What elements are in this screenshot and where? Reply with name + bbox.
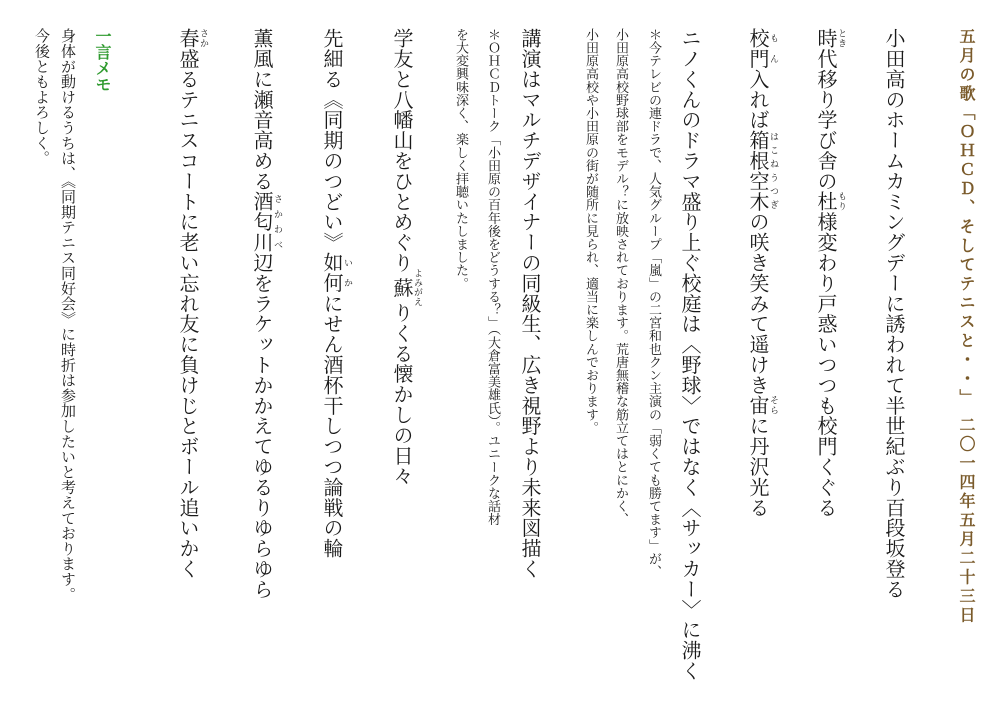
page-title: 五月の歌「ＯＨＣＤ、そしてテニスと・・」 二〇一四年五月二十三日 (957, 28, 976, 626)
ruby-word: 時とき (814, 28, 846, 49)
ruby-word: 箱根空木はこねうつぎ (746, 130, 778, 212)
ruby-word: 杜もり (814, 191, 846, 212)
ruby-word: 宙そら (746, 395, 778, 416)
furigana: はこねうつぎ (768, 130, 778, 212)
poem-line: 春さか盛るテニスコートに老い忘れ友に負けじとボール追いかく (176, 28, 208, 579)
ruby-word: 如何いか (320, 252, 352, 294)
furigana: もり (836, 191, 846, 212)
ruby-word: 酒匂川さかわべ (250, 191, 282, 253)
ruby-word: 校門もん (746, 28, 778, 69)
ruby-word: 蘇よみがえ (390, 268, 422, 307)
furigana: そら (768, 395, 778, 416)
poem-line: 先細る《同期のつどい》如何いかにせん酒杯干しつつ論戦の輪 (320, 28, 352, 559)
ruby-word: 春さか (176, 28, 208, 49)
furigana: さかわべ (272, 191, 282, 253)
furigana: よみがえ (412, 268, 422, 307)
poem-line: ニノくんのドラマ盛り上ぐ校庭は〈野球〉ではなく〈サッカー〉に沸く (678, 28, 702, 681)
furigana: いか (342, 252, 352, 294)
note-line: 小田原高校や小田原の街が随所に見られ、適当に楽しんでおります。 (583, 28, 598, 435)
poem-line: 学友と八幡山をひとめぐり蘇よみがえりくる懐かしの日々 (390, 28, 422, 487)
poem-line: 小田高のホームカミングデーに誘われて半世紀ぶり百段坂登る (882, 28, 906, 600)
note-line: 小田原高校野球部をモデル？に放映されております。荒唐無稽な筋立てはとにかく、 (613, 28, 628, 526)
poem-line: 校門もん入れば箱根空木はこねうつぎの咲き笑みて遥けき宙そらに丹沢光る (746, 28, 778, 518)
poem-line: 講演はマルチデザイナーの同級生、広き視野より未来図描く (518, 28, 542, 579)
note-line: ＊ＯＨＣＤトーク「小田原の百年後をどうする？」（大倉富美雄氏）。ユニークな話材 (485, 28, 500, 526)
poem-line: 薫風に瀬音高める酒匂川さかわべ辺をラケットかかえてゆるりゆらゆら (250, 28, 282, 600)
furigana: もん (768, 28, 778, 69)
memo-line: 今後ともよろしく。 (33, 28, 51, 166)
note-line: ＊今テレビの連ドラで、人気グループ「嵐」の二宮和也クン主演の「弱くても勝てます」が、 (646, 28, 661, 579)
memo-heading: 一言メモ (93, 28, 112, 92)
furigana: とき (836, 28, 846, 49)
memo-line: 身体が動けるうちは、《同期テニス同好会》に時折は参加したいと考えております。 (59, 28, 77, 602)
note-line: を大変興味深く、楽しく拝聴いたしました。 (453, 28, 468, 290)
furigana: さか (198, 28, 208, 49)
poem-line: 時とき代移り学び舎の杜もり様変わり戸惑いつつも校門くぐる (814, 28, 846, 518)
